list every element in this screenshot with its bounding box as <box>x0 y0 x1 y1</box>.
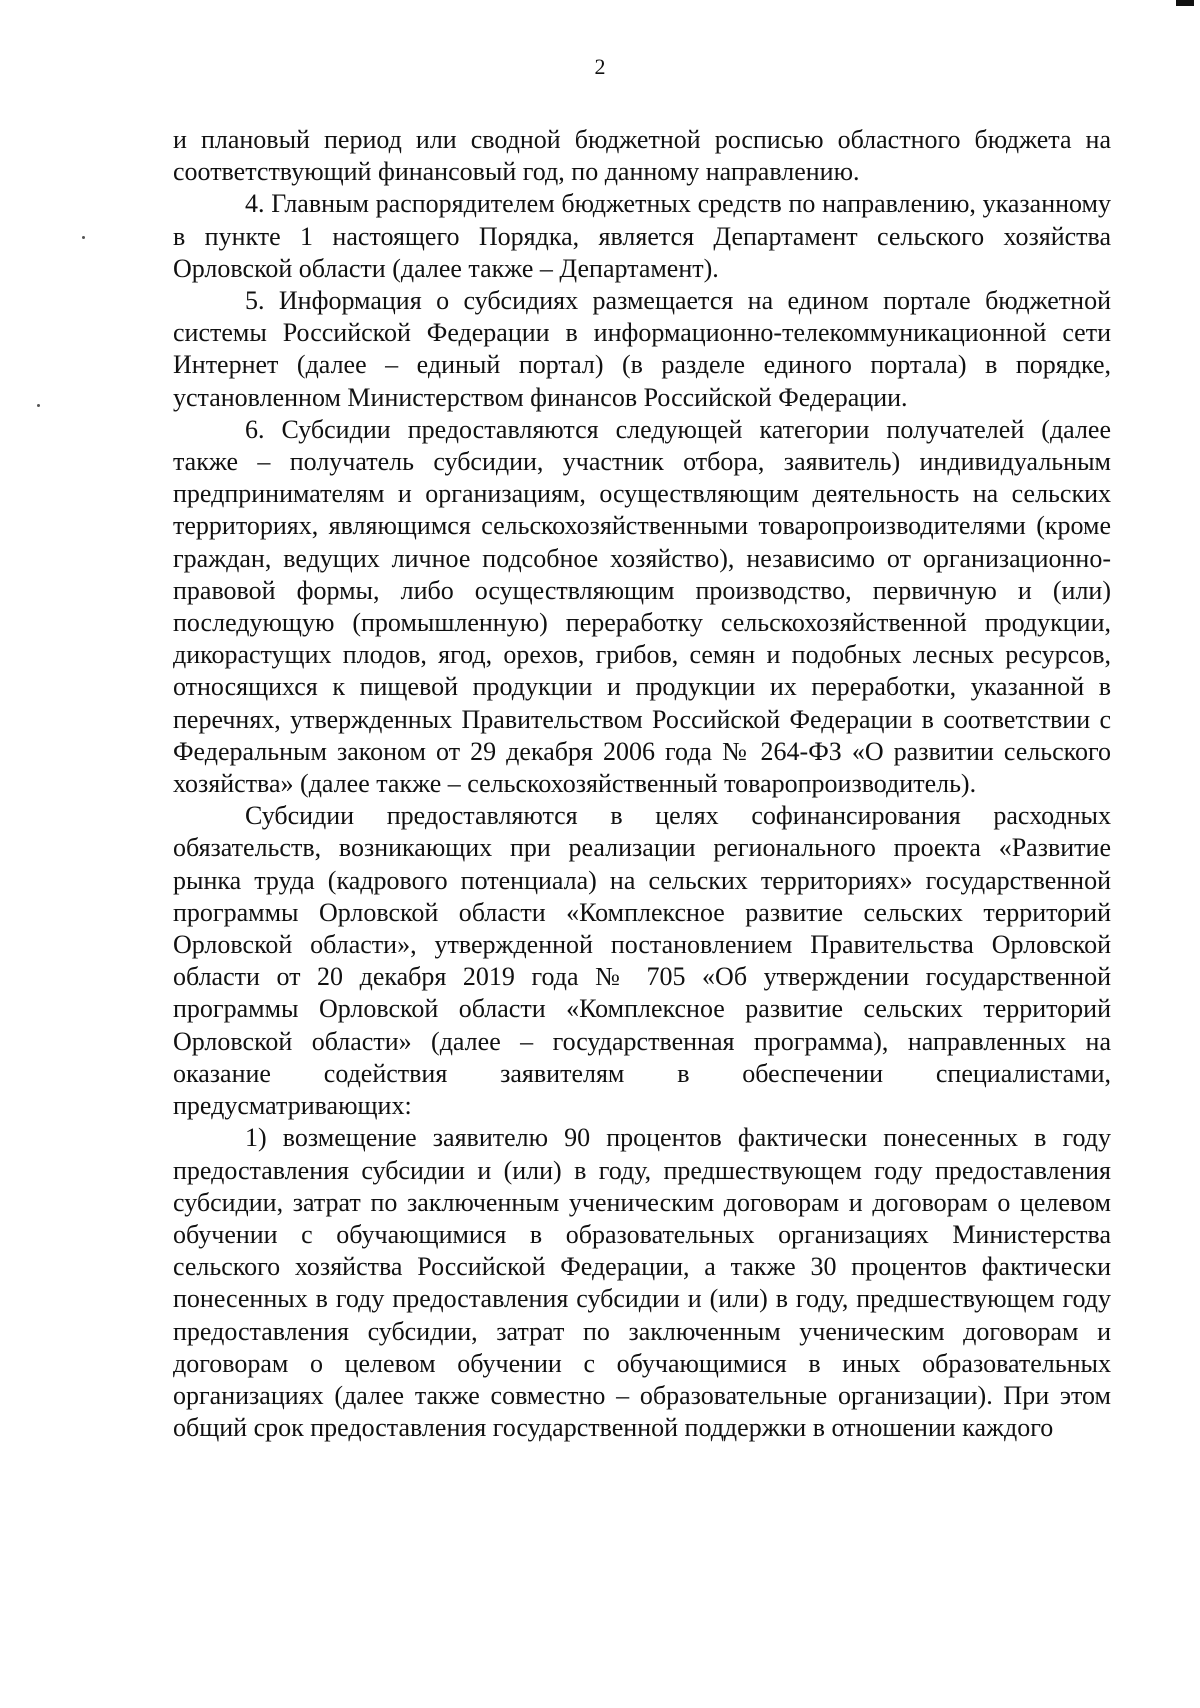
paragraph-continuation: и плановый период или сводной бюджетной росписью областного бюджета на соответствующий финансовый год, по данному направлению. <box>173 125 1111 187</box>
scan-speck <box>37 404 40 407</box>
paragraph-purpose: Субсидии предоставляются в целях софинансирования расходных обязательств, возникающих при реализации регионального проекта «Развитие рынка труда (кадрового потенциала) на сельских территориях» государственной программы Орловской области «Комплексное развитие сельских территорий Орловской области», утвержденной постановлением Правительства Орловской области от 20 декабря 2019 года № 705 «Об утверждении государственной программы Орловской области «Комплексное развитие сельских территорий Орловской области» (далее – государственная программа), направленных на оказание содействия заявителям в обеспечении специалистами, предусматривающих: <box>173 801 1111 1121</box>
scan-edge-mark <box>1176 0 1194 6</box>
document-body <box>173 124 1111 1444</box>
paragraph-item-6: 6. Субсидии предоставляются следующей категории получателей (далее также – получатель субсидии, участник отбора, заявитель) индивидуальным предпринимателям и организациям, осуществляющим деятельность на сельских территориях, являющимся сельскохозяйственными товаропроизводителями (кроме граждан, ведущих личное подсобное хозяйство), независимо от организационно-правовой формы, либо осуществляющим производство, первичную и (или) последующую (промышленную) переработку сельскохозяйственной продукции, дикорастущих плодов, ягод, орехов, грибов, семян и подобных лесных ресурсов, относящихся к пищевой продукции и продукции их переработки, указанной в перечнях, утвержденных Правительством Российской Федерации в соответствии с Федеральным законом от 29 декабря 2006 года № 264-ФЗ «О развитии сельского хозяйства» (далее также – сельскохозяйственный товаропроизводитель). <box>173 414 1111 799</box>
scan-speck <box>82 236 85 239</box>
paragraph-item-5: 5. Информация о субсидиях размещается на едином портале бюджетной системы Российской Федерации в информационно-телекоммуникационной сети Интернет (далее – единый портал) (в разделе единого портала) в порядке, установленном Министерством финансов Российской Федерации. <box>173 286 1111 412</box>
paragraph-item-4: 4. Главным распорядителем бюджетных средств по направлению, указанному в пункте 1 настоящего Порядка, является Департамент сельского хозяйства Орловской области (далее также – Департамент). <box>173 189 1111 283</box>
page-number: 2 <box>594 54 606 79</box>
paragraph-subitem-1: 1) возмещение заявителю 90 процентов фактически понесенных в году предоставления субсидии и (или) в году, предшествующем году предоставления субсидии, затрат по заключенным ученическим договорам и договорам о целевом обучении с обучающимися в образовательных организациях Министерства сельского хозяйства Российской Федерации, а также 30 процентов фактически понесенных в году предоставления субсидии и (или) в году, предшествующем году предоставления субсидии, затрат по заключенным ученическим договорам и договорам о целевом обучении с обучающимися в иных образовательных организациях (далее также совместно – образовательные организации). При этом общий срок предоставления государственной поддержки в отношении каждого <box>173 1123 1111 1443</box>
